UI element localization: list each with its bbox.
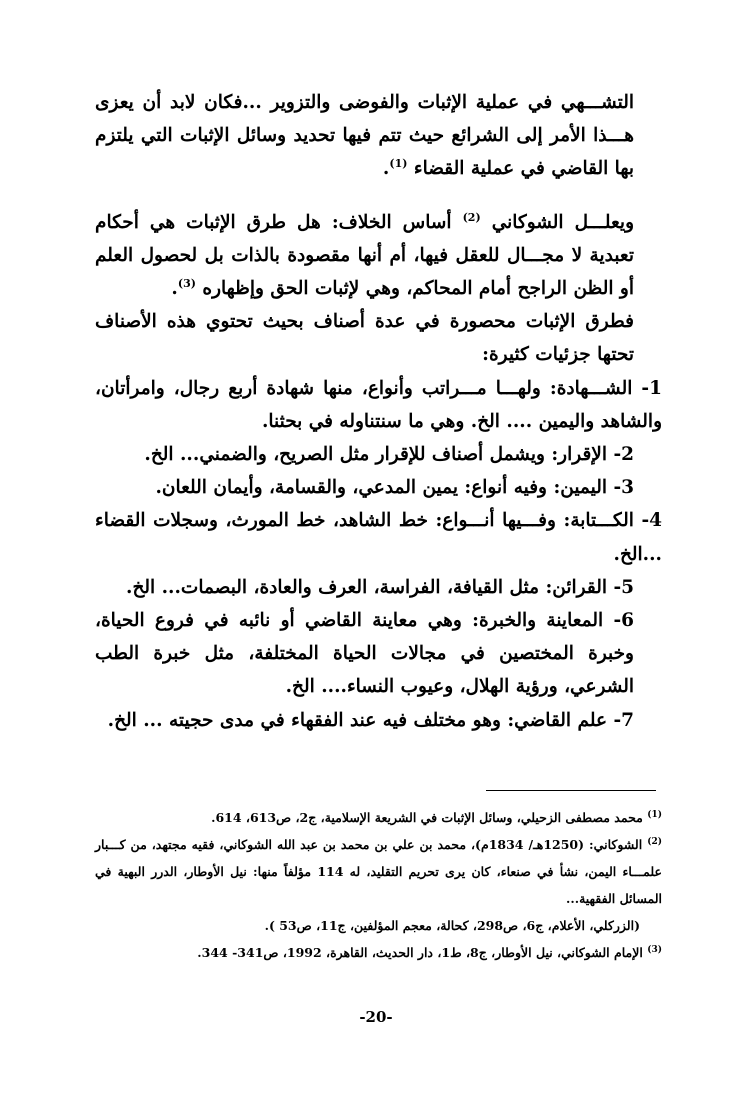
item-term: الكـــتابة: bbox=[563, 510, 634, 532]
footnote-3: $^{(3)}$ الإمام الشوكاني، نيل الأوطار، ج8، ط1، دار الحديث، القاهرة، 1992، ص341- 344. bbox=[197, 944, 662, 960]
footnote-divider bbox=[486, 790, 656, 791]
footnote-1: $^{(1)}$ محمد مصطفى الزحيلي، وسائل الإثبات في الشريعة الإسلامية، ج2، ص613، 614. bbox=[211, 809, 662, 825]
footnote-2-source: (الزركلي، الأعلام، ج6، ص298، كحالة، معجم المؤلفين، ج11، ص53 ). bbox=[264, 918, 640, 933]
list-item-4: 4- الكـــتابة: وفـــيها أنـــواع: خط الشاهد، خط المورث، وسجلات القضاء ...الخ. bbox=[95, 510, 662, 565]
item-term: الشـــهادة: bbox=[549, 377, 633, 399]
item-term: المعاينة والخبرة: bbox=[472, 610, 604, 632]
page-number: -20- bbox=[359, 1008, 393, 1026]
list-item-5: 5- القرائن: مثل القيافة، الفراسة، العرف والعادة، البصمات... الخ. bbox=[126, 576, 634, 598]
list-item-1: 1- الشـــهادة: ولهـــا مـــراتب وأنواع، منها شهادة أربع رجال، وامرأتان، والشاهد واليمين .... الخ. وهي ما سنتناوله في بحثنا. bbox=[95, 377, 662, 432]
item-term: القرائن: bbox=[545, 576, 607, 598]
footnote-ref-3[interactable]: (3) bbox=[177, 276, 196, 290]
main-text bbox=[95, 86, 662, 737]
footnote-ref-2[interactable]: (2) bbox=[462, 210, 481, 224]
footnotes bbox=[95, 804, 662, 966]
paragraph-1: التشـــهي في عملية الإثبات والفوضى والتزوير ...فكان لابد أن يعزى هـــذا الأمر إلى الشرائع حيث تتم فيها تحديد وسائل الإثبات التي يلتزم بها القاضي في عملية القضاء $^{(1)}$. bbox=[95, 92, 634, 180]
list-item-7: 7- علم القاضي: وهو مختلف فيه عند الفقهاء في مدى حجيته ... الخ. bbox=[107, 709, 634, 731]
paragraph-2: ويعلـــل الشوكاني $^{(2)}$ أساس الخلاف: هل طرق الإثبات هي أحكام تعبدية لا مجـــال للعقل فيها، أم أنها مقصودة بالذات بل لحصول العلم أو الظن الراجح أمام المحاكم، وهي لإثبات الحق وإظهاره $^{(3)}$. bbox=[95, 210, 635, 300]
item-term: الإقرار: bbox=[551, 444, 607, 466]
item-term: اليمين: bbox=[553, 477, 607, 499]
list-item-3: 3- اليمين: وفيه أنواع: يمين المدعي، والقسامة، وأيمان اللعان. bbox=[155, 477, 634, 499]
footnote-2: $^{(2)}$ الشوكاني: (1250هـ/ 1834م)، محمد بن علي بن محمد بن عبد الله الشوكاني، فقيه مجتهد، من كـــبار علمـــاء اليمن، نشأ في صنعاء، كان يرى تحريم التقليد، له 114 مؤلفاً منها: نيل الأوطار، الدرر البهية في المسائل الفقهية... bbox=[95, 836, 663, 906]
item-term: علم القاضي: bbox=[507, 709, 607, 731]
paragraph-3: فطرق الإثبات محصورة في عدة أصناف بحيث تحتوي هذه الأصناف تحتها جزئيات كثيرة: bbox=[95, 311, 634, 366]
list-item-6: 6- المعاينة والخبرة: وهي معاينة القاضي أو نائبه في فروع الحياة، وخبرة المختصين في مجالات الحياة المختلفة، مثل خبرة الطب الشرعي، ورؤية الهلال، وعيوب النساء.... الخ. bbox=[95, 610, 635, 698]
list-item-2: 2- الإقرار: ويشمل أصناف للإقرار مثل الصريح، والضمني... الخ. bbox=[144, 444, 634, 466]
footnote-ref-1[interactable]: (1) bbox=[389, 157, 408, 171]
